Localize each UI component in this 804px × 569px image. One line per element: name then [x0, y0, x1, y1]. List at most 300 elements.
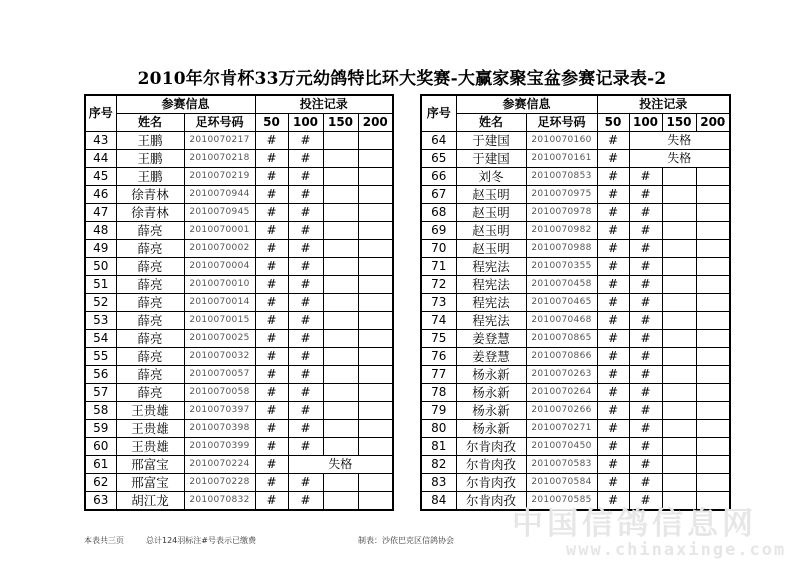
row-bet-150 [662, 168, 696, 186]
row-bet-200 [696, 402, 730, 420]
row-bet-50: # [255, 258, 288, 276]
table-row [421, 276, 730, 294]
row-ring-number: 2010070228 [184, 474, 255, 492]
row-bet-100: # [288, 474, 323, 492]
table-row [421, 240, 730, 258]
table-row [85, 456, 393, 474]
row-ring-number: 2010070398 [184, 420, 255, 438]
row-bet-100: # [629, 366, 662, 384]
row-name: 薛亮 [116, 384, 184, 402]
row-bet-100: # [288, 312, 323, 330]
row-bet-100: # [629, 240, 662, 258]
table-row [85, 276, 393, 294]
row-bet-200 [358, 474, 393, 492]
row-seq: 49 [85, 240, 116, 258]
row-seq: 68 [421, 204, 456, 222]
row-bet-200 [358, 222, 393, 240]
row-bet-200 [358, 168, 393, 186]
row-bet-50: # [597, 402, 629, 420]
row-name: 徐青林 [116, 186, 184, 204]
row-bet-200 [696, 276, 730, 294]
row-bet-150 [323, 402, 358, 420]
row-bet-100: # [288, 132, 323, 150]
row-bet-200 [358, 420, 393, 438]
row-ring-number: 2010070585 [526, 492, 597, 511]
row-bet-50: # [597, 312, 629, 330]
row-name: 王鹏 [116, 132, 184, 150]
row-name: 薛亮 [116, 294, 184, 312]
row-bet-50: # [597, 168, 629, 186]
row-bet-50: # [255, 186, 288, 204]
row-bet-50: # [255, 150, 288, 168]
row-bet-150 [323, 132, 358, 150]
table-row [421, 330, 730, 348]
row-ring-number: 2010070058 [184, 384, 255, 402]
row-name: 姜登慧 [456, 330, 526, 348]
row-seq: 45 [85, 168, 116, 186]
row-bet-50: # [597, 438, 629, 456]
row-bet-50: # [255, 348, 288, 366]
row-bet-100: # [629, 456, 662, 474]
row-bet-200 [696, 294, 730, 312]
row-bet-100: # [288, 204, 323, 222]
row-bet-50: # [255, 168, 288, 186]
row-bet-100: # [629, 474, 662, 492]
row-name: 邢富宝 [116, 456, 184, 474]
table-row [85, 474, 393, 492]
row-bet-200 [696, 366, 730, 384]
row-bet-150 [662, 474, 696, 492]
row-bet-200 [358, 438, 393, 456]
row-ring-number: 2010070219 [184, 168, 255, 186]
ring-header: 足环号码 [526, 114, 597, 132]
table-row [421, 222, 730, 240]
row-bet-50: # [597, 204, 629, 222]
row-bet-150 [323, 294, 358, 312]
row-ring-number: 2010070160 [526, 132, 597, 150]
row-name: 赵玉明 [456, 186, 526, 204]
table-row [85, 258, 393, 276]
row-seq: 79 [421, 402, 456, 420]
row-seq: 57 [85, 384, 116, 402]
row-seq: 78 [421, 384, 456, 402]
row-ring-number: 2010070583 [526, 456, 597, 474]
row-bet-100: # [629, 384, 662, 402]
row-bet-200 [358, 312, 393, 330]
seq-header: 序号 [421, 95, 456, 132]
row-bet-150 [323, 150, 358, 168]
row-bet-50: # [597, 492, 629, 511]
row-bet-150 [323, 276, 358, 294]
row-bet-50: # [597, 186, 629, 204]
row-name: 薛亮 [116, 348, 184, 366]
row-bet-50: # [597, 276, 629, 294]
row-seq: 81 [421, 438, 456, 456]
row-seq: 46 [85, 186, 116, 204]
row-ring-number: 2010070266 [526, 402, 597, 420]
bet-100-header: 100 [288, 114, 323, 132]
row-bet-150 [662, 186, 696, 204]
row-seq: 76 [421, 348, 456, 366]
bet-50-header: 50 [255, 114, 288, 132]
name-header: 姓名 [456, 114, 526, 132]
row-bet-200 [696, 222, 730, 240]
row-seq: 82 [421, 456, 456, 474]
row-bet-100: # [629, 294, 662, 312]
row-bet-200 [358, 402, 393, 420]
row-name: 程宪法 [456, 312, 526, 330]
footer-maker: 制表：沙依巴克区信鸽协会 [358, 536, 454, 545]
row-seq: 47 [85, 204, 116, 222]
row-ring-number: 2010070944 [184, 186, 255, 204]
row-name: 尔肯肉孜 [456, 456, 526, 474]
table-row [85, 150, 393, 168]
page-title: 2010年尔肯杯33万元幼鸽特比环大奖赛-大赢家聚宝盆参赛记录表-2 [137, 69, 667, 89]
row-bet-50: # [597, 150, 629, 168]
row-bet-150 [323, 474, 358, 492]
row-name: 薛亮 [116, 312, 184, 330]
row-bet-100: # [288, 438, 323, 456]
row-name: 尔肯肉孜 [456, 474, 526, 492]
row-bet-100: # [288, 384, 323, 402]
row-bet-200 [358, 384, 393, 402]
row-bet-50: # [255, 492, 288, 511]
row-seq: 54 [85, 330, 116, 348]
row-bet-50: # [255, 456, 288, 474]
row-seq: 66 [421, 168, 456, 186]
table-row [421, 402, 730, 420]
row-bet-150 [323, 312, 358, 330]
table-row [85, 294, 393, 312]
table-row [421, 294, 730, 312]
table-row [85, 402, 393, 420]
row-bet-200 [696, 258, 730, 276]
row-bet-150 [662, 276, 696, 294]
bet-100-header: 100 [629, 114, 662, 132]
row-bet-150 [662, 330, 696, 348]
row-name: 尔肯肉孜 [456, 492, 526, 511]
row-bet-150 [662, 222, 696, 240]
row-name: 邢富宝 [116, 474, 184, 492]
row-bet-200 [358, 258, 393, 276]
footer-total: 总计124羽标注#号表示已缴费 [146, 536, 256, 545]
row-name: 赵玉明 [456, 204, 526, 222]
row-bet-200 [696, 348, 730, 366]
row-bet-200 [696, 474, 730, 492]
table-row [85, 222, 393, 240]
table-row [85, 168, 393, 186]
row-bet-150 [662, 204, 696, 222]
row-bet-200 [696, 384, 730, 402]
row-name: 程宪法 [456, 294, 526, 312]
table-row [85, 204, 393, 222]
table-row [421, 366, 730, 384]
row-bet-50: # [255, 276, 288, 294]
row-ring-number: 2010070224 [184, 456, 255, 474]
row-bet-200 [696, 240, 730, 258]
row-ring-number: 2010070004 [184, 258, 255, 276]
row-ring-number: 2010070161 [526, 150, 597, 168]
row-name: 杨永新 [456, 366, 526, 384]
row-bet-100: # [629, 186, 662, 204]
row-ring-number: 2010070025 [184, 330, 255, 348]
row-bet-50: # [255, 132, 288, 150]
row-bet-200 [358, 240, 393, 258]
row-bet-50: # [255, 204, 288, 222]
row-ring-number: 2010070945 [184, 204, 255, 222]
row-ring-number: 2010070832 [184, 492, 255, 511]
row-name: 于建国 [456, 132, 526, 150]
table-row [85, 186, 393, 204]
row-name: 程宪法 [456, 258, 526, 276]
row-bet-150 [323, 330, 358, 348]
row-seq: 58 [85, 402, 116, 420]
row-seq: 51 [85, 276, 116, 294]
row-bet-100: # [629, 276, 662, 294]
row-ring-number: 2010070001 [184, 222, 255, 240]
table-row [421, 474, 730, 492]
row-name: 薛亮 [116, 330, 184, 348]
bet-record-header: 投注记录 [255, 95, 393, 114]
row-ring-number: 2010070271 [526, 420, 597, 438]
row-bet-150 [662, 438, 696, 456]
row-name: 刘冬 [456, 168, 526, 186]
seq-header: 序号 [85, 95, 116, 132]
row-bet-100: # [288, 168, 323, 186]
bet-150-header: 150 [323, 114, 358, 132]
row-bet-150 [323, 204, 358, 222]
table-row [85, 348, 393, 366]
row-bet-200 [696, 312, 730, 330]
row-bet-200 [358, 186, 393, 204]
row-bet-150 [662, 402, 696, 420]
row-ring-number: 2010070032 [184, 348, 255, 366]
row-bet-150 [662, 312, 696, 330]
row-bet-50: # [255, 384, 288, 402]
row-bet-100: # [629, 420, 662, 438]
row-bet-50: # [255, 294, 288, 312]
table-row [421, 168, 730, 186]
row-status-note: 失格 [288, 456, 393, 474]
row-seq: 75 [421, 330, 456, 348]
entry-info-header: 参赛信息 [456, 95, 597, 114]
row-name: 王贵雄 [116, 438, 184, 456]
row-ring-number: 2010070866 [526, 348, 597, 366]
row-bet-100: # [288, 402, 323, 420]
row-name: 姜登慧 [456, 348, 526, 366]
row-bet-50: # [255, 402, 288, 420]
row-bet-100: # [629, 348, 662, 366]
row-bet-100: # [288, 348, 323, 366]
row-seq: 52 [85, 294, 116, 312]
row-name: 于建国 [456, 150, 526, 168]
row-bet-50: # [597, 132, 629, 150]
row-name: 薛亮 [116, 222, 184, 240]
row-bet-200 [358, 348, 393, 366]
row-bet-50: # [255, 222, 288, 240]
row-bet-100: # [288, 366, 323, 384]
row-ring-number: 2010070975 [526, 186, 597, 204]
row-ring-number: 2010070853 [526, 168, 597, 186]
row-bet-100: # [629, 492, 662, 511]
row-bet-50: # [255, 438, 288, 456]
row-bet-50: # [597, 366, 629, 384]
row-bet-100: # [288, 276, 323, 294]
row-bet-200 [696, 186, 730, 204]
row-ring-number: 2010070865 [526, 330, 597, 348]
row-bet-200 [696, 168, 730, 186]
bet-50-header: 50 [597, 114, 629, 132]
row-seq: 83 [421, 474, 456, 492]
bet-200-header: 200 [696, 114, 730, 132]
row-ring-number: 2010070397 [184, 402, 255, 420]
row-ring-number: 2010070399 [184, 438, 255, 456]
ring-header: 足环号码 [184, 114, 255, 132]
row-bet-150 [662, 456, 696, 474]
row-name: 尔肯肉孜 [456, 438, 526, 456]
row-seq: 65 [421, 150, 456, 168]
row-bet-150 [662, 384, 696, 402]
table-row [421, 204, 730, 222]
row-bet-150 [662, 294, 696, 312]
row-seq: 70 [421, 240, 456, 258]
table-row [421, 312, 730, 330]
row-ring-number: 2010070982 [526, 222, 597, 240]
row-seq: 44 [85, 150, 116, 168]
row-seq: 73 [421, 294, 456, 312]
row-name: 杨永新 [456, 420, 526, 438]
row-bet-50: # [597, 222, 629, 240]
table-row [421, 132, 730, 150]
row-name: 王贵雄 [116, 402, 184, 420]
row-ring-number: 2010070450 [526, 438, 597, 456]
row-bet-50: # [597, 384, 629, 402]
right-record-table [420, 94, 731, 511]
bet-record-header: 投注记录 [597, 95, 730, 114]
row-bet-100: # [288, 330, 323, 348]
row-bet-50: # [255, 474, 288, 492]
row-bet-100: # [288, 420, 323, 438]
table-row [421, 258, 730, 276]
row-ring-number: 2010070010 [184, 276, 255, 294]
table-row [85, 384, 393, 402]
row-seq: 71 [421, 258, 456, 276]
row-ring-number: 2010070465 [526, 294, 597, 312]
row-bet-200 [358, 204, 393, 222]
row-name: 杨永新 [456, 402, 526, 420]
table-row [421, 186, 730, 204]
table-row [85, 330, 393, 348]
row-ring-number: 2010070988 [526, 240, 597, 258]
row-seq: 63 [85, 492, 116, 511]
row-bet-100: # [629, 402, 662, 420]
row-ring-number: 2010070002 [184, 240, 255, 258]
row-ring-number: 2010070217 [184, 132, 255, 150]
row-ring-number: 2010070584 [526, 474, 597, 492]
row-seq: 60 [85, 438, 116, 456]
bet-200-header: 200 [358, 114, 393, 132]
row-name: 杨永新 [456, 384, 526, 402]
row-bet-150 [323, 384, 358, 402]
table-row [421, 348, 730, 366]
row-bet-200 [358, 132, 393, 150]
row-seq: 64 [421, 132, 456, 150]
row-bet-200 [358, 276, 393, 294]
table-row [85, 438, 393, 456]
row-bet-150 [323, 420, 358, 438]
row-bet-50: # [597, 258, 629, 276]
row-seq: 50 [85, 258, 116, 276]
row-ring-number: 2010070014 [184, 294, 255, 312]
table-row [421, 384, 730, 402]
row-bet-150 [323, 222, 358, 240]
row-seq: 80 [421, 420, 456, 438]
row-ring-number: 2010070355 [526, 258, 597, 276]
row-bet-150 [323, 366, 358, 384]
row-bet-150 [323, 438, 358, 456]
table-row [421, 456, 730, 474]
row-bet-200 [358, 492, 393, 511]
row-bet-150 [662, 420, 696, 438]
table-row [421, 438, 730, 456]
row-bet-150 [323, 240, 358, 258]
row-name: 薛亮 [116, 276, 184, 294]
row-bet-200 [696, 330, 730, 348]
row-bet-200 [358, 294, 393, 312]
row-bet-100: # [288, 222, 323, 240]
row-bet-50: # [255, 366, 288, 384]
row-bet-100: # [288, 294, 323, 312]
row-seq: 67 [421, 186, 456, 204]
row-name: 赵玉明 [456, 222, 526, 240]
row-bet-100: # [288, 258, 323, 276]
row-bet-150 [662, 240, 696, 258]
row-bet-200 [696, 204, 730, 222]
row-bet-50: # [597, 474, 629, 492]
row-bet-100: # [288, 150, 323, 168]
row-seq: 62 [85, 474, 116, 492]
row-bet-150 [662, 348, 696, 366]
row-ring-number: 2010070218 [184, 150, 255, 168]
entry-info-header: 参赛信息 [116, 95, 255, 114]
row-status-note: 失格 [629, 132, 730, 150]
table-row [85, 240, 393, 258]
row-seq: 43 [85, 132, 116, 150]
bet-150-header: 150 [662, 114, 696, 132]
row-name: 薛亮 [116, 366, 184, 384]
row-ring-number: 2010070458 [526, 276, 597, 294]
table-row [85, 492, 393, 511]
watermark-text: 中国信鸽信息网 [512, 506, 757, 542]
row-bet-150 [323, 258, 358, 276]
row-seq: 55 [85, 348, 116, 366]
row-seq: 72 [421, 276, 456, 294]
row-bet-100: # [629, 258, 662, 276]
footer-pages: 本表共三页 [84, 536, 124, 545]
row-bet-50: # [597, 330, 629, 348]
table-row [85, 312, 393, 330]
row-bet-50: # [597, 456, 629, 474]
row-name: 赵玉明 [456, 240, 526, 258]
row-seq: 48 [85, 222, 116, 240]
row-bet-50: # [255, 330, 288, 348]
row-bet-100: # [629, 204, 662, 222]
watermark-url: www.chinaxinge.com [566, 540, 787, 560]
row-ring-number: 2010070264 [526, 384, 597, 402]
row-bet-50: # [255, 240, 288, 258]
row-bet-150 [323, 186, 358, 204]
row-name: 王贵雄 [116, 420, 184, 438]
